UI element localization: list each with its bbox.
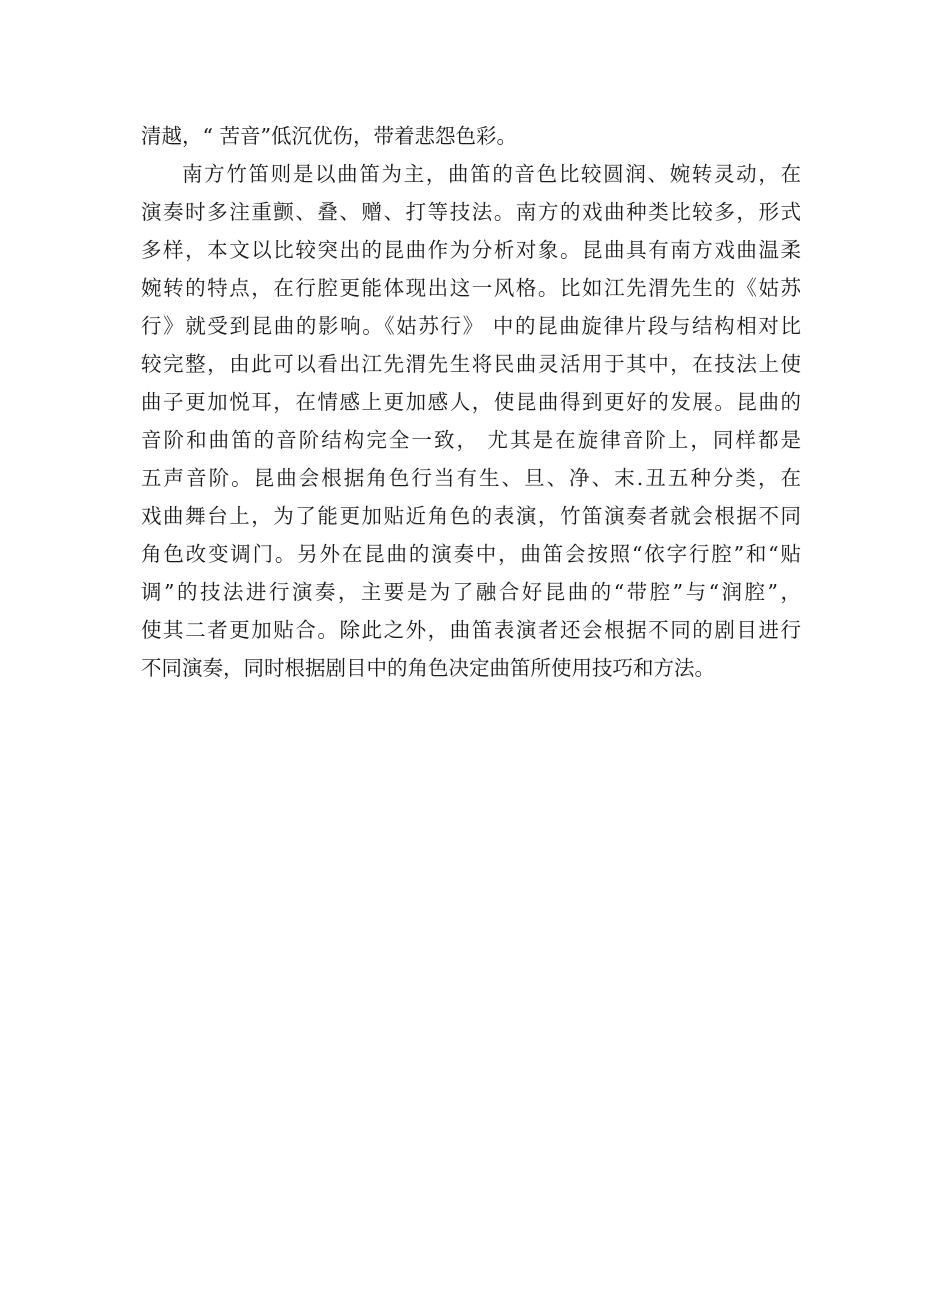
text-line: 多样，本文以比较突出的昆曲作为分析对象。昆曲具有南方戏曲温柔 (141, 238, 801, 262)
text-line: 音阶和曲笛的音阶结构完全一致， 尤其是在旋律音阶上，同样都是 (141, 428, 801, 452)
text-line: 曲子更加悦耳，在情感上更加感人，使昆曲得到更好的发展。昆曲的 (141, 390, 801, 414)
text-line: 五声音阶。昆曲会根据角色行当有生、旦、净、末.丑五种分类，在 (141, 466, 801, 490)
text-line: 不同演奏，同时根据剧目中的角色决定曲笛所使用技巧和方法。 (141, 656, 715, 680)
paragraph-1 (141, 117, 801, 155)
text-line: 较完整，由此可以看出江先渭先生将民曲灵活用于其中，在技法上使 (141, 352, 801, 376)
text-line: 调”的技法进行演奏，主要是为了融合好昆曲的“带腔”与“润腔”， (141, 580, 801, 604)
text-line: 南方竹笛则是以曲笛为主，曲笛的音色比较圆润、婉转灵动，在 (182, 162, 801, 186)
body-text (141, 117, 801, 687)
text-line: 戏曲舞台上，为了能更加贴近角色的表演，竹笛演奏者就会根据不同 (141, 504, 801, 528)
text-line: 演奏时多注重颤、叠、赠、打等技法。南方的戏曲种类比较多，形式 (141, 200, 801, 224)
text-line: 使其二者更加贴合。除此之外，曲笛表演者还会根据不同的剧目进行 (141, 618, 801, 642)
text-line: 行》就受到昆曲的影响。《姑苏行》 中的昆曲旋律片段与结构相对比 (141, 314, 801, 338)
text-line: 婉转的特点，在行腔更能体现出这一风格。比如江先渭先生的《姑苏 (141, 276, 801, 300)
paragraph-2 (141, 155, 801, 687)
text-line: 清越，“ 苦音”低沉优伤，带着悲怨色彩。 (141, 124, 517, 148)
text-line: 角色改变调门。另外在昆曲的演奏中，曲笛会按照“依字行腔”和“贴 (141, 542, 801, 566)
